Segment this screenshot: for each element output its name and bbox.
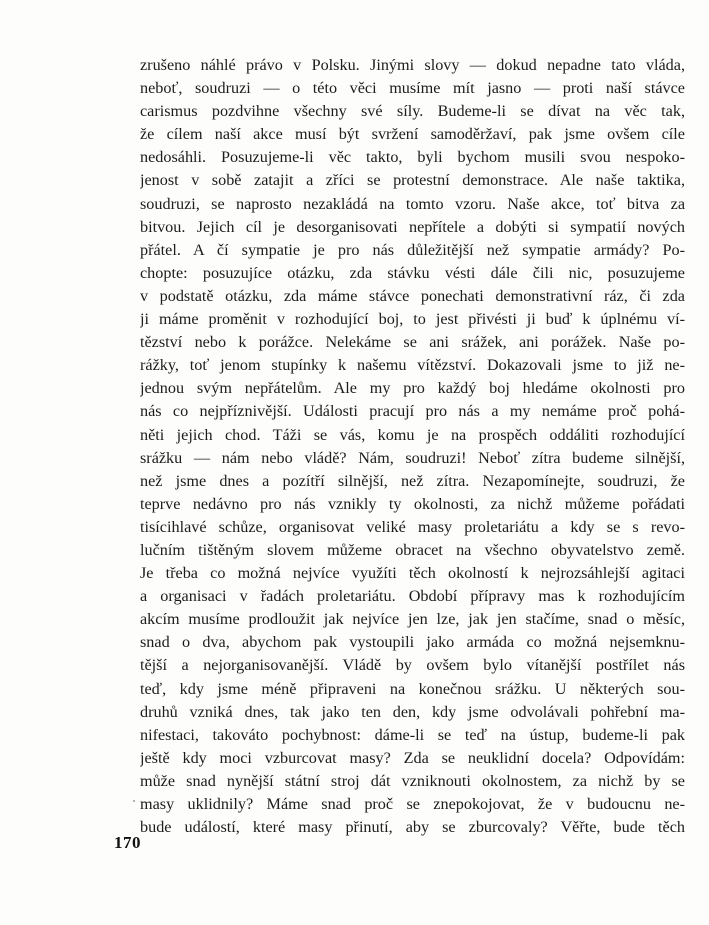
text-line: lučním tištěným slovem můžeme obracet na všechno obyvatelstvo země. [140,540,685,559]
text-line: carismus pozdvihne všechny své síly. Budeme-li se dívat na věc tak, [140,102,685,121]
text-line: že cílem naší akce musí být svržení samoděržaví, pak jsme ovšem cíle [140,125,685,144]
text-line: jenost v sobě zatajit a zříci se protestní demonstrace. Ale naše taktika, [140,171,685,190]
text-line: zrušeno náhlé právo v Polsku. Jinými slovy — dokud nepadne tato vláda, [140,56,685,74]
text-line: teprve nedávno pro nás vznikly ty okolnosti, za nichž můžeme pořádati [140,494,685,513]
text-line: tězství nebo k porážce. Nelekáme se ani srážek, ani porážek. Naše po- [140,333,685,352]
text-line: Je třeba co možná nejvíce využíti těch okolností k nejrozsáhlejší agitaci [140,564,685,583]
text-line: a organisaci v řadách proletariátu. Období přípravy mas k rozhodujícím [140,587,685,606]
text-line: teď, kdy jsme méně připraveni na konečnou srážku. U některých sou- [140,679,685,698]
text-line: ji máme proměnit v rozhodující boj, to jest přivésti ji buď k úplnému ví- [140,310,685,329]
text-line: v podstatě otázku, zda máme stávce ponechati demonstrativní ráz, či zda [140,286,685,305]
text-line: ještě kdy moci vzburcovat masy? Zda se neuklidní docela? Odpovídám: [140,748,685,767]
body-text [140,54,685,839]
text-line: bude událostí, které masy přinutí, aby se zburcovaly? Věřte, bude těch [140,818,685,837]
print-speck [133,800,135,802]
text-line: nedosáhli. Posuzujeme-li věc takto, byli bychom musili svou nespoko- [140,148,685,167]
text-line: akcím musíme prodloužit jak nejvíce jen lze, jak jen stačíme, snad o měsíc, [140,610,685,629]
text-line: srážku — nám nebo vládě? Nám, soudruzi! Neboť zítra budeme silnější, [140,448,685,467]
text-line: než jsme dnes a pozítří silnější, než zítra. Nezapomínejte, soudruzi, že [140,471,685,490]
text-line: masy uklidnily? Máme snad proč se znepokojovat, že v budoucnu ne- [140,795,685,813]
text-line: tější a nejorganisovanější. Vládě by ovšem bylo vítanější postřílet nás [140,656,685,675]
text-line: tisícihlavé schůze, organisovat veliké masy proletariátu a kdy se s revo- [140,517,685,536]
text-line: přátel. A čí sympatie je pro nás důležitější než sympatie armády? Po- [140,240,685,259]
text-line: druhů vzniká dnes, tak jako ten den, kdy jsme odvolávali pohřební ma- [140,702,685,721]
text-line: něti jejich chod. Táži se vás, komu je na prospěch oddáliti rozhodující [140,425,685,444]
text-line: chopte: posuzujíce otázku, zda stávku vésti dále čili nic, posuzujeme [140,263,685,282]
text-line: rážky, toť jenom stupínky k našemu vítězství. Dokazovali jsme to již ne- [140,356,685,375]
text-line: soudruzi, se naprosto nezakládá na tomto vzoru. Naše akce, toť bitva za [140,194,685,213]
text-line: může snad nynější státní stroj dát vzniknouti okolnostem, za nichž by se [140,771,685,790]
text-line: bitvou. Jejich cíl je desorganisovati nepřítele a dobýti si sympatií nových [140,217,685,236]
text-line: snad o dva, abychom pak vystoupili jako armáda co možná nejsemknu- [140,633,685,652]
text-line: jednou svým nepřátelům. Ale my pro každý boj hledáme okolnosti pro [140,379,685,398]
text-line: nás co nejpříznivější. Události pracují pro nás a my nemáme proč pohá- [140,402,685,421]
page-number: 170 [114,833,141,852]
text-line: nifestaci, takováto pochybnost: dáme-li se teď na ústup, budeme-li pak [140,725,685,744]
text-line: neboť, soudruzi — o této věci musíme mít jasno — proti naší stávce [140,79,685,98]
